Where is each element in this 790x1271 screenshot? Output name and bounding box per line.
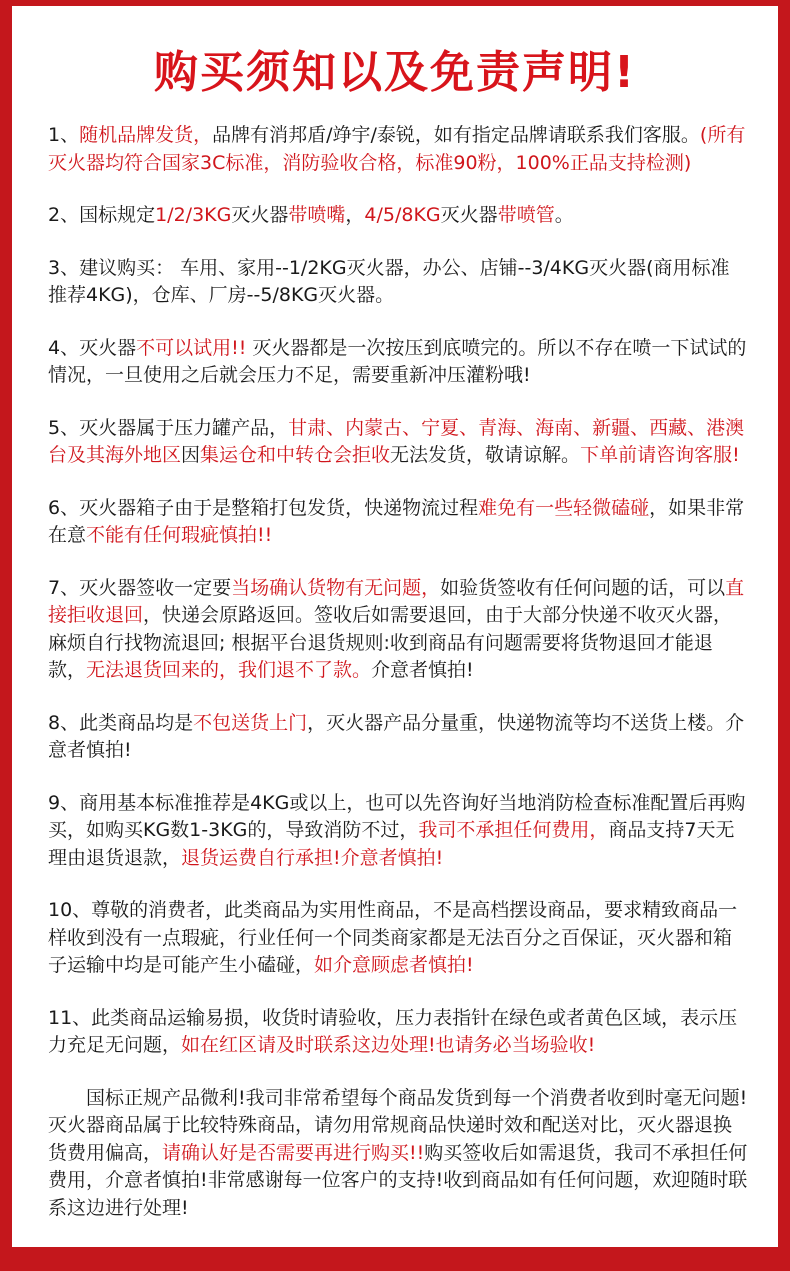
highlight-text: 甘肃、内蒙古、宁夏、青海、海南、新疆、西藏、港澳台及其海外地区 (48, 416, 745, 466)
highlight-text: 我司不承担任何费用， (418, 819, 609, 841)
highlight-text: 难免有一些轻微磕碰 (478, 496, 650, 519)
body-text: 购买签收后如需退货，我司不承担任何费用，介意者慎拍!非常感谢每一位客户的支持!收到商品如有任何问题，欢迎随时联系这边进行处理! (48, 1141, 748, 1219)
body-text: 无法发货，敬请谅解。 (390, 444, 581, 466)
body-text: 灭火器 (440, 204, 498, 226)
body-text: ， (345, 204, 365, 226)
notice-item-11 (48, 1005, 748, 1060)
body-text: ，快递会原路返回。签收后如需要退回，由于大部分快递不收灭火器，麻烦自行找物流退回; 根据平台退货规则:收到商品有问题需要将货物退回才能退款， (48, 604, 733, 681)
highlight-text: 如在红区请及时联系这边处理!也请务必当场验收! (181, 1034, 596, 1056)
body-text: 2、国标规定 (48, 204, 156, 226)
body-text: 4、灭火器 (48, 336, 137, 359)
notice-item-2 (48, 202, 748, 230)
notice-item-3 (48, 255, 748, 310)
closing-statement (48, 1085, 748, 1223)
body-text: ，如果非常在意 (48, 496, 745, 546)
highlight-text: 当场确认货物有无问题， (231, 576, 441, 599)
body-text: 5、灭火器属于压力罐产品， (48, 416, 289, 439)
highlight-text: 集运仓和中转仓会拒收 (200, 444, 391, 466)
notice-item-7 (48, 575, 748, 685)
highlight-text: 不可以试用!! (136, 336, 247, 359)
notice-item-10 (48, 897, 748, 980)
body-text: 品牌有消邦盾/竫宇/泰锐，如有指定品牌请联系我们客服。 (212, 124, 700, 146)
notice-item-1 (48, 122, 748, 177)
body-text: 6、灭火器箱子由于是整箱打包发货，快递物流过程 (48, 496, 479, 519)
body-text: 商品支持7天无理由退货退款， (48, 819, 735, 869)
body-text: 。 (554, 204, 574, 226)
highlight-text: 随机品牌发货， (79, 124, 213, 146)
highlight-text: 退货运费自行承担!介意者慎拍! (181, 846, 444, 869)
body-text: 国标正规产品微利!我司非常希望每个商品发货到每一个消费者收到时毫无问题!灭火器商品属于比较特殊商品，请勿用常规商品快递时效和配送对比，灭火器退换货费用偏高， (48, 1086, 748, 1164)
notice-content (48, 122, 748, 1247)
body-text: 介意者慎拍! (371, 659, 474, 681)
body-text: 灭火器 (231, 204, 289, 226)
highlight-text: 4/5/8KG (364, 204, 441, 226)
highlight-text: 1/2/3KG (155, 204, 232, 226)
body-text: 10、尊敬的消费者，此类商品为实用性商品，不是高档摆设商品，要求精致商品一样收到没有一点瑕疵，行业任何一个同类商家都是无法百分之百保证，灭火器和箱子运输中均是可能产生小磕碰， (48, 899, 738, 976)
highlight-text: 不包送货上门 (193, 711, 308, 734)
body-text: 因 (181, 444, 201, 466)
highlight-text: 直接拒收退回 (48, 576, 745, 626)
highlight-text: 如介意顾虑者慎拍! (314, 954, 474, 976)
body-text: 9、商用基本标准推荐是4KG或以上，也可以先咨询好当地消防检查标准配置后再购买，如购买KG数1-3KG的，导致消防不过， (48, 791, 746, 841)
notice-item-8 (48, 710, 748, 765)
notice-item-4 (48, 335, 748, 390)
highlight-text: 带喷管 (497, 204, 555, 226)
body-text: ，灭火器产品分量重，快递物流等均不送货上楼。介意者慎拍! (48, 711, 745, 761)
highlight-text: (所有灭火器均符合国家3C标准，消防验收合格，标准90粉，100%正品支持检测) (48, 124, 746, 174)
notice-item-9 (48, 790, 748, 873)
body-text: 7、灭火器签收一定要 (48, 576, 232, 599)
highlight-text: 无法退货回来的，我们退不了款。 (86, 659, 372, 681)
highlight-text: 不能有任何瑕疵慎拍!! (86, 524, 273, 546)
highlight-text: 带喷嘴 (288, 204, 346, 226)
page-title: 购买须知以及免责声明! (153, 47, 637, 98)
body-text: 1、 (48, 124, 80, 146)
highlight-text: 请确认好是否需要再进行购买!! (162, 1141, 425, 1164)
body-text: 3、建议购买： 车用、家用--1/2KG灭火器，办公、店铺--3/4KG灭火器(商用标准推荐4KG)，仓库、厂房--5/8KG灭火器。 (48, 256, 730, 306)
body-text: 11、此类商品运输易损，收货时请验收，压力表指针在绿色或者黄色区域，表示压力充足无问题， (48, 1006, 738, 1056)
notice-item-5 (48, 415, 748, 470)
body-text: 8、此类商品均是 (48, 711, 194, 734)
body-text: 如验货签收有任何问题的话，可以 (440, 576, 726, 599)
highlight-text: 下单前请咨询客服! (580, 444, 740, 466)
notice-item-6 (48, 495, 748, 550)
body-text: 灭火器都是一次按压到底喷完的。所以不存在喷一下试试的情况，一旦使用之后就会压力不足，需要重新冲压灌粉哦! (48, 336, 747, 386)
